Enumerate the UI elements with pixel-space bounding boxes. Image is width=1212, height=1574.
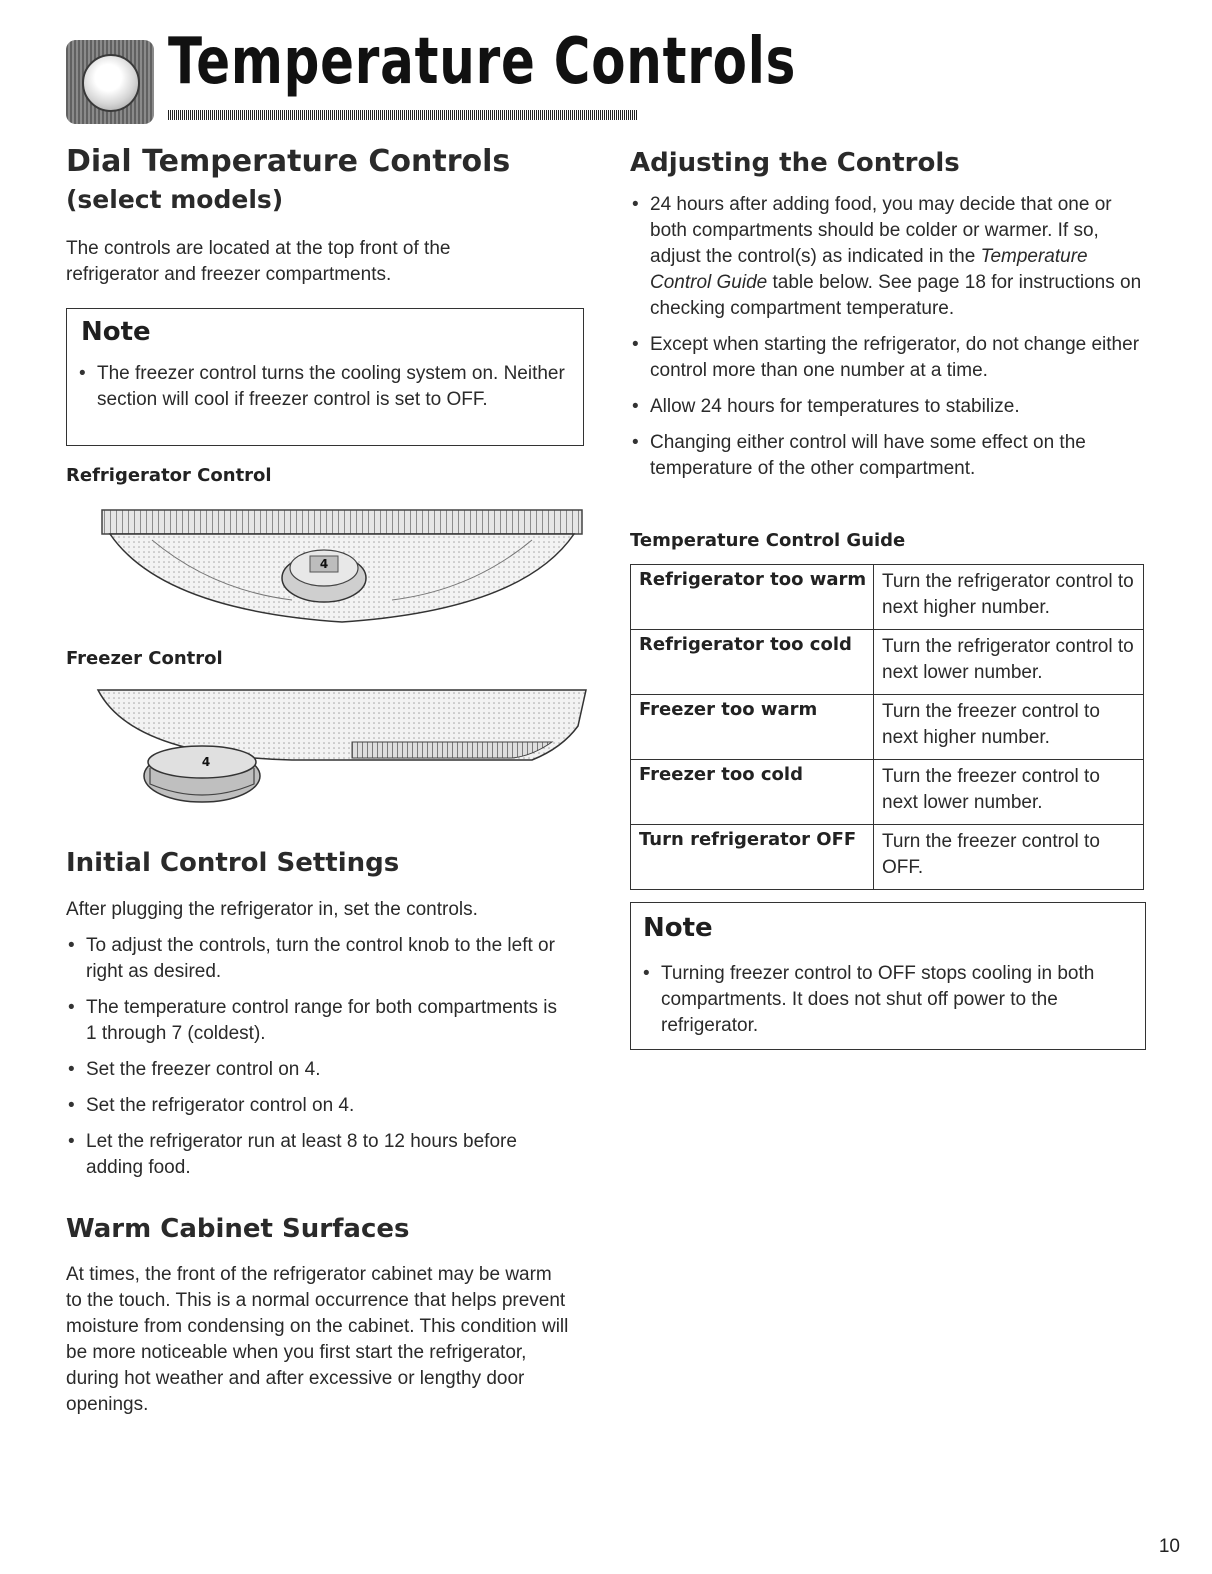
list-item: • Let the refrigerator run at least 8 to 12 hours before adding food. [66,1129,566,1181]
initial-settings-title: Initial Control Settings [66,848,400,878]
freezer-dial-number: 4 [201,755,211,769]
action-cell: Turn the refrigerator control to next higher number. [874,565,1144,630]
temperature-control-guide-table [630,564,1144,890]
table-row [631,565,1144,630]
list-item: • Set the freezer control on 4. [66,1057,566,1083]
note-box-freezer-off [630,902,1146,1050]
list-item: • The temperature control range for both compartments is 1 through 7 (coldest). [66,995,566,1047]
note-title: Note [81,317,151,347]
title-underline [168,110,638,120]
list-item: • Changing either control will have some effect on the temperature of the other compartment. [630,430,1142,482]
page-number: 10 [1158,1536,1180,1557]
note-title: Note [643,913,713,943]
list-item: • Allow 24 hours for temperatures to stabilize. [630,394,1142,420]
dial-section-title: Dial Temperature Controls [66,144,511,179]
refrigerator-control-label: Refrigerator Control [66,465,272,486]
warm-cabinet-text: At times, the front of the refrigerator cabinet may be warm to the touch. This is a normal occurrence that helps prevent moisture from condensing on the cabinet. This condition will be more noticeable when you first start the refrigerator, during hot weather and after excessive or lengthy door openings. [66,1264,569,1415]
action-cell: Turn the freezer control to next higher number. [874,695,1144,760]
table-row [631,695,1144,760]
condition-cell: Refrigerator too warm [631,565,874,630]
note-box-freezer-system [66,308,584,446]
action-cell: Turn the freezer control to next lower number. [874,760,1144,825]
adjusting-controls-title: Adjusting the Controls [630,148,960,178]
note-item: • Turning freezer control to OFF stops cooling in both compartments. It does not shut off power to the refrigerator. [641,961,1131,1039]
action-cell: Turn the refrigerator control to next lower number. [874,630,1144,695]
warm-cabinet-title: Warm Cabinet Surfaces [66,1214,410,1244]
guide-reference: Temperature Control Guide [650,246,1088,293]
initial-settings-intro: After plugging the refrigerator in, set the controls. [66,899,478,920]
list-item: • Except when starting the refrigerator, do not change either control more than one number at a time. [630,332,1142,384]
freezer-control-label: Freezer Control [66,648,223,669]
page-title: Temperature Controls [168,25,797,99]
action-cell: Turn the freezer control to OFF. [874,825,1144,890]
table-row [631,630,1144,695]
temperature-dial-icon [66,40,154,124]
condition-cell: Turn refrigerator OFF [631,825,874,890]
list-item: • Set the refrigerator control on 4. [66,1093,566,1119]
refrigerator-control-illustration [92,500,592,640]
condition-cell: Freezer too cold [631,760,874,825]
table-row [631,760,1144,825]
note-item: • The freezer control turns the cooling system on. Neither section will cool if freezer control is set to OFF. [77,361,567,413]
dial-section-subtitle: (select models) [66,185,284,214]
refrigerator-dial-number: 4 [319,557,329,571]
initial-settings-list [66,933,566,1191]
freezer-control-illustration [92,686,592,816]
guide-title: Temperature Control Guide [630,530,906,551]
list-item: • To adjust the controls, turn the control knob to the left or right as desired. [66,933,566,985]
table-row [631,825,1144,890]
condition-cell: Freezer too warm [631,695,874,760]
list-item: • 24 hours after adding food, you may decide that one or both compartments should be colder or warmer. If so, adjust the control(s) as indicated in the Temperature Control Guide table below. See page 18 for instructions on checking compartment temperature. [630,192,1142,322]
adjusting-controls-list [630,192,1142,492]
dial-section-intro: The controls are located at the top front of the refrigerator and freezer compartments. [66,238,451,285]
condition-cell: Refrigerator too cold [631,630,874,695]
